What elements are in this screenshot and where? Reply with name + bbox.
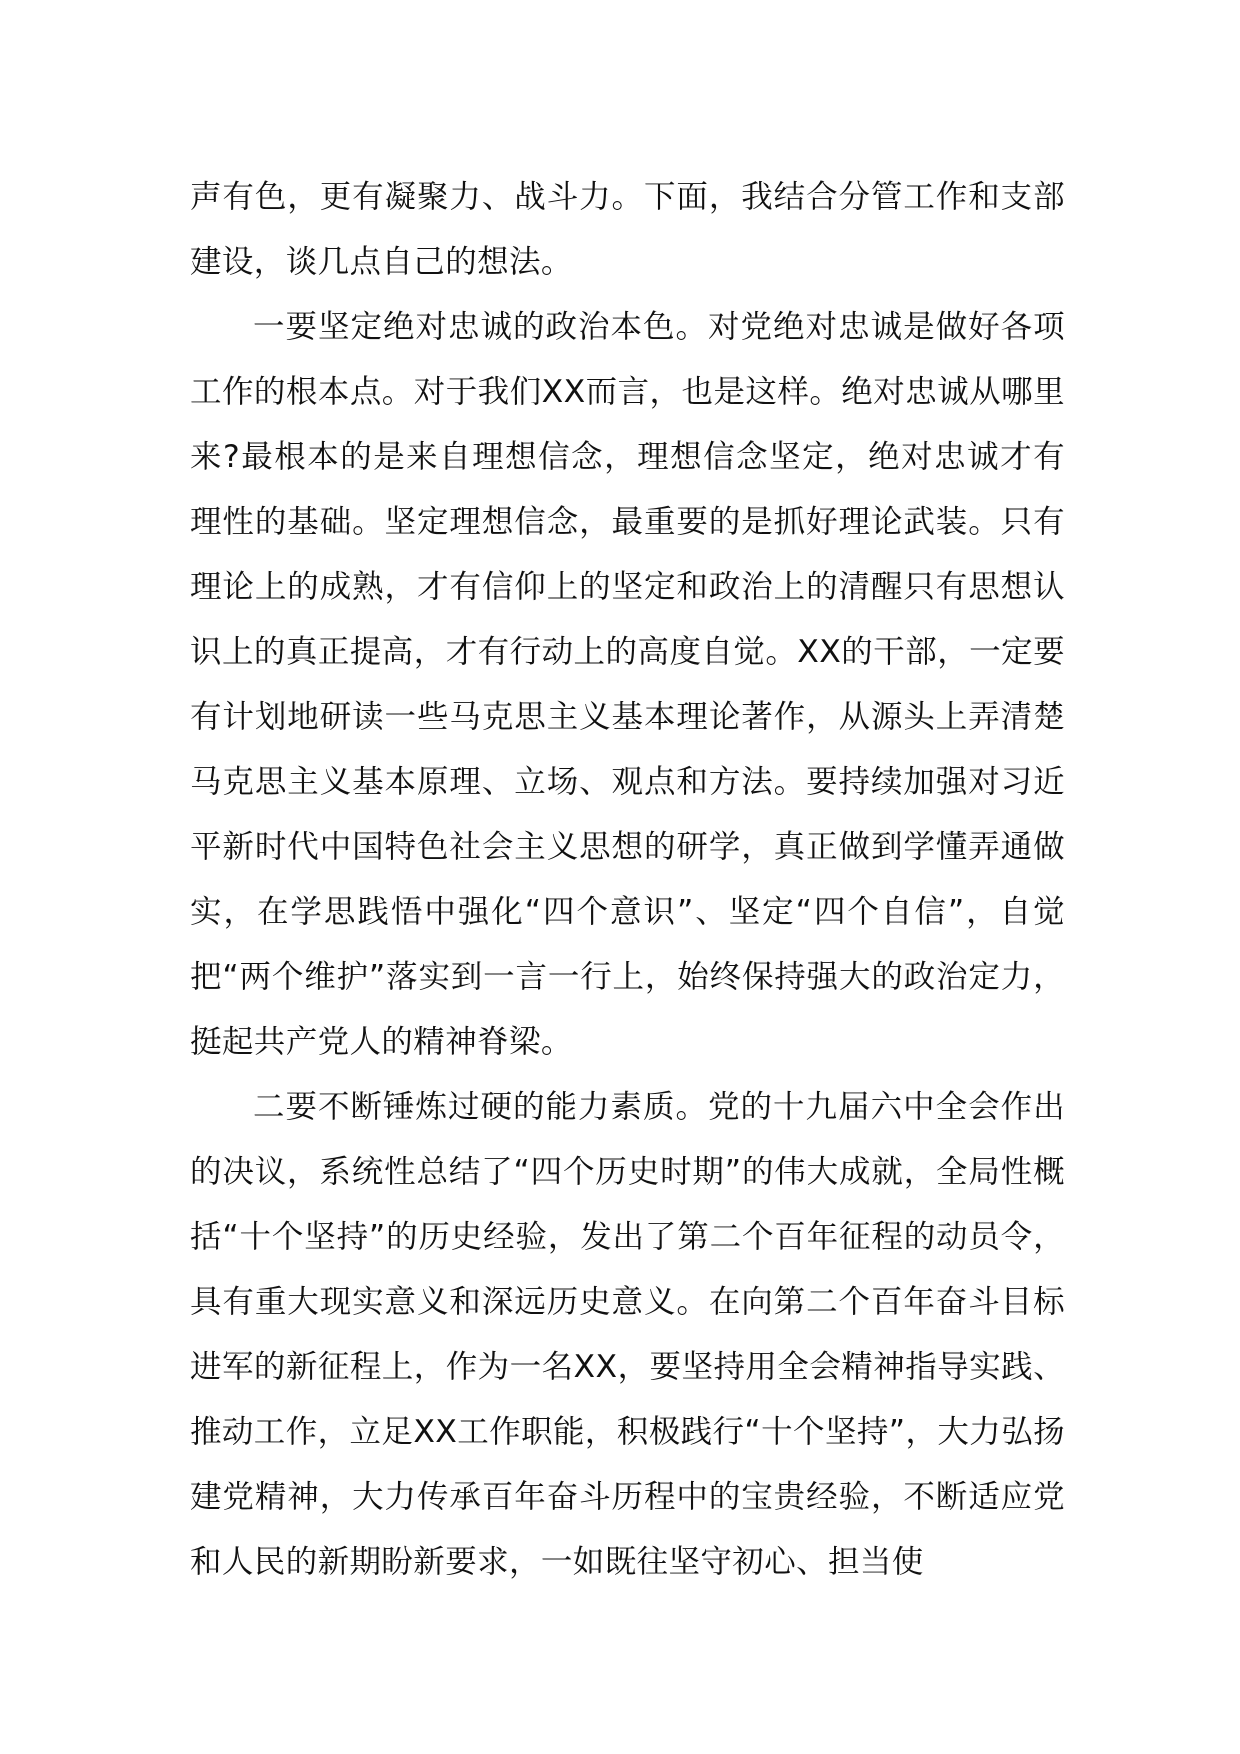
paragraph-capability: 二要不断锤炼过硬的能力素质。党的十九届六中全会作出的决议，系统性总结了“四个历史时期”的伟大成就，全局性概括“十个坚持”的历史经验，发出了第二个百年征程的动员令，具有重大现实意义和深远历史意义。在向第二个百年奋斗目标进军的新征程上，作为一名XX，要坚持用全会精神指导实践、推动工作，立足XX工作职能，积极践行“十个坚持”，大力弘扬建党精神，大力传承百年奋斗历程中的宝贵经验，不断适应党和人民的新期盼新要求，一如既往坚守初心、担当使 <box>190 1089 1065 1580</box>
body-text <box>190 165 1065 1595</box>
paragraph-continuation: 声有色，更有凝聚力、战斗力。下面，我结合分管工作和支部建设，谈几点自己的想法。 <box>190 179 1065 280</box>
paragraph-loyalty: 一要坚定绝对忠诚的政治本色。对党绝对忠诚是做好各项工作的根本点。对于我们XX而言，也是这样。绝对忠诚从哪里来?最根本的是来自理想信念，理想信念坚定，绝对忠诚才有理性的基础。坚定理想信念，最重要的是抓好理论武装。只有理论上的成熟，才有信仰上的坚定和政治上的清醒只有思想认识上的真正提高，才有行动上的高度自觉。XX的干部，一定要有计划地研读一些马克思主义基本理论著作，从源头上弄清楚马克思主义基本原理、立场、观点和方法。要持续加强对习近平新时代中国特色社会主义思想的研学，真正做到学懂弄通做实，在学思践悟中强化“四个意识”、坚定“四个自信”，自觉把“两个维护”落实到一言一行上，始终保持强大的政治定力，挺起共产党人的精神脊梁。 <box>190 309 1065 1060</box>
